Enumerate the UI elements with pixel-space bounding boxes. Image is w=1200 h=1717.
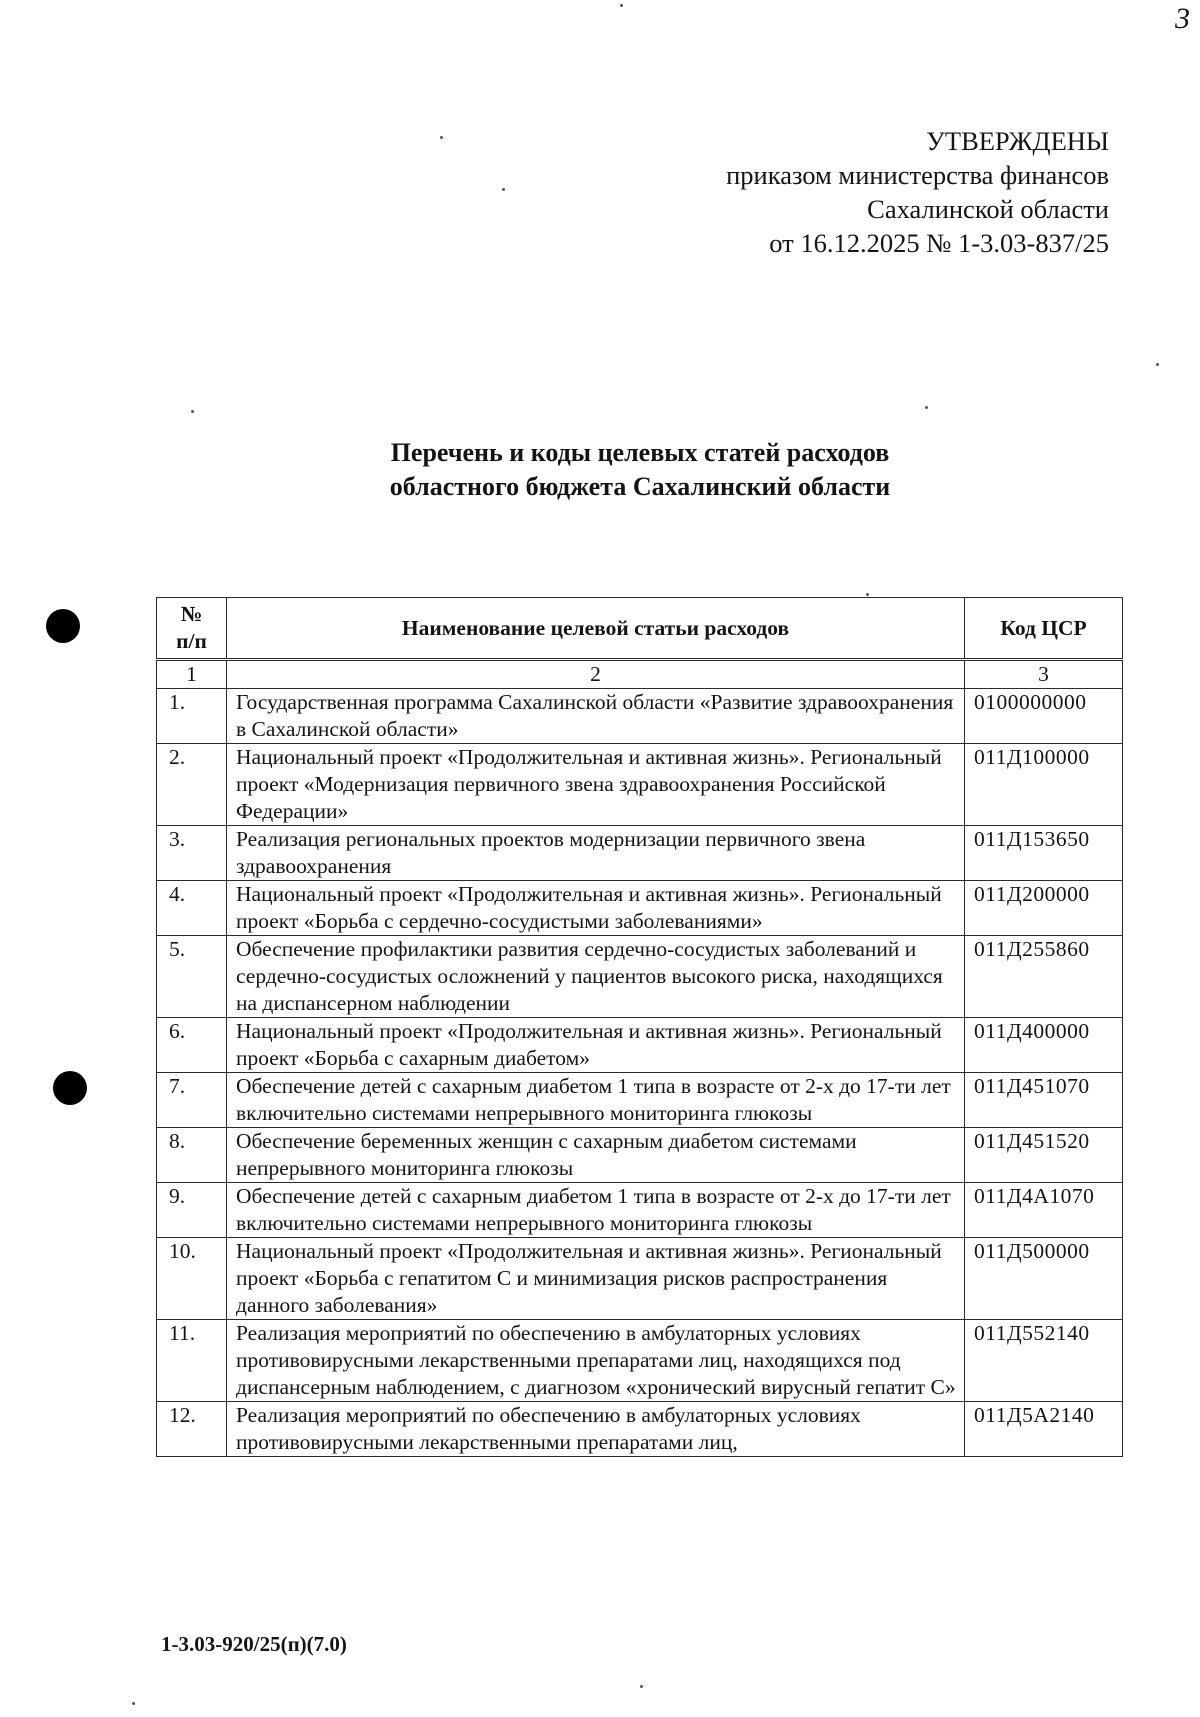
row-code: 011Д500000: [965, 1238, 1123, 1320]
title-line: Перечень и коды целевых статей расходов: [390, 438, 890, 467]
row-number: 9.: [157, 1183, 227, 1238]
row-number: 2.: [157, 744, 227, 826]
table-row: [157, 689, 1123, 744]
table-row: [157, 744, 1123, 826]
punch-hole: [46, 609, 80, 643]
table-row: [157, 1183, 1123, 1238]
header-number: [157, 598, 227, 660]
scan-speck: [132, 1702, 135, 1705]
row-name: Реализация региональных проектов модернизации первичного звена здравоохранения: [227, 826, 965, 881]
row-number: 8.: [157, 1128, 227, 1183]
row-name: Национальный проект «Продолжительная и активная жизнь». Региональный проект «Борьба с сахарным диабетом»: [227, 1018, 965, 1073]
table-row: [157, 826, 1123, 881]
row-name: Реализация мероприятий по обеспечению в амбулаторных условиях противовирусными лекарственными препаратами лиц,: [227, 1402, 965, 1457]
scan-speck: [440, 136, 443, 139]
row-code: 011Д200000: [965, 881, 1123, 936]
table-row: [157, 881, 1123, 936]
expense-articles-table: [156, 597, 1123, 1457]
table-row: [157, 1018, 1123, 1073]
document-title: [0, 436, 1200, 504]
row-code: 011Д451070: [965, 1073, 1123, 1128]
row-number: 1.: [157, 689, 227, 744]
approval-line: от 16.12.2025 № 1-3.03-837/25: [769, 228, 1109, 258]
row-number: 10.: [157, 1238, 227, 1320]
page-number: 3: [1175, 2, 1190, 35]
row-code: 011Д451520: [965, 1128, 1123, 1183]
scan-speck: [866, 593, 869, 596]
row-name: Обеспечение беременных женщин с сахарным диабетом системами непрерывного мониторинга глюкозы: [227, 1128, 965, 1183]
row-number: 11.: [157, 1320, 227, 1402]
table-row: [157, 1073, 1123, 1128]
header-number-line1: №: [180, 602, 203, 626]
row-number: 4.: [157, 881, 227, 936]
table-row: [157, 1402, 1123, 1457]
table-row: [157, 1320, 1123, 1402]
table-row: [157, 1238, 1123, 1320]
row-name: Обеспечение детей с сахарным диабетом 1 типа в возрасте от 2-х до 17-ти лет включительно системами непрерывного мониторинга глюкозы: [227, 1183, 965, 1238]
approval-line: Сахалинской области: [867, 194, 1109, 224]
approval-line: УТВЕРЖДЕНЫ: [926, 126, 1109, 156]
scan-speck: [620, 4, 623, 7]
row-name: Обеспечение детей с сахарным диабетом 1 типа в возрасте от 2-х до 17-ти лет включительно системами непрерывного мониторинга глюкозы: [227, 1073, 965, 1128]
row-number: 5.: [157, 936, 227, 1018]
document-registration-code: 1-3.03-920/25(п)(7.0): [161, 1632, 347, 1656]
scan-speck: [191, 410, 194, 413]
row-code: 0100000000: [965, 689, 1123, 744]
scan-speck: [640, 1685, 643, 1688]
row-name: Национальный проект «Продолжительная и активная жизнь». Региональный проект «Модернизация первичного звена здравоохранения Российской Федерации»: [227, 744, 965, 826]
row-code: 011Д5А2140: [965, 1402, 1123, 1457]
column-number: 3: [965, 660, 1123, 689]
scan-speck: [502, 188, 505, 191]
row-code: 011Д400000: [965, 1018, 1123, 1073]
column-number: 2: [227, 660, 965, 689]
approval-line: приказом министерства финансов: [726, 160, 1109, 190]
table-header-row: [157, 598, 1123, 660]
row-name: Национальный проект «Продолжительная и активная жизнь». Региональный проект «Борьба с гепатитом С и минимизация рисков распространения данного заболевания»: [227, 1238, 965, 1320]
row-number: 3.: [157, 826, 227, 881]
row-code: 011Д255860: [965, 936, 1123, 1018]
row-number: 7.: [157, 1073, 227, 1128]
row-code: 011Д552140: [965, 1320, 1123, 1402]
header-name: Наименование целевой статьи расходов: [227, 598, 965, 660]
row-code: 011Д4А1070: [965, 1183, 1123, 1238]
row-number: 12.: [157, 1402, 227, 1457]
approval-stamp-block: [726, 124, 1109, 260]
title-line: областного бюджета Сахалинский области: [389, 472, 891, 501]
scan-speck: [1156, 363, 1159, 366]
row-name: Реализация мероприятий по обеспечению в амбулаторных условиях противовирусными лекарственными препаратами лиц, находящихся под диспансерным наблюдением, с диагнозом «хронический вирусный гепатит С»: [227, 1320, 965, 1402]
row-name: Национальный проект «Продолжительная и активная жизнь». Региональный проект «Борьба с сердечно-сосудистыми заболеваниями»: [227, 881, 965, 936]
header-number-line2: п/п: [176, 629, 207, 653]
row-name: Государственная программа Сахалинской области «Развитие здравоохранения в Сахалинской области»: [227, 689, 965, 744]
row-name: Обеспечение профилактики развития сердечно-сосудистых заболеваний и сердечно-сосудистых осложнений у пациентов высокого риска, находящихся на диспансерном наблюдении: [227, 936, 965, 1018]
punch-hole: [53, 1071, 87, 1105]
row-number: 6.: [157, 1018, 227, 1073]
row-code: 011Д153650: [965, 826, 1123, 881]
header-code: Код ЦСР: [965, 598, 1123, 660]
table-row: [157, 1128, 1123, 1183]
row-code: 011Д100000: [965, 744, 1123, 826]
column-numbers-row: [157, 660, 1123, 689]
scan-speck: [925, 406, 928, 409]
table-row: [157, 936, 1123, 1018]
column-number: 1: [157, 660, 227, 689]
